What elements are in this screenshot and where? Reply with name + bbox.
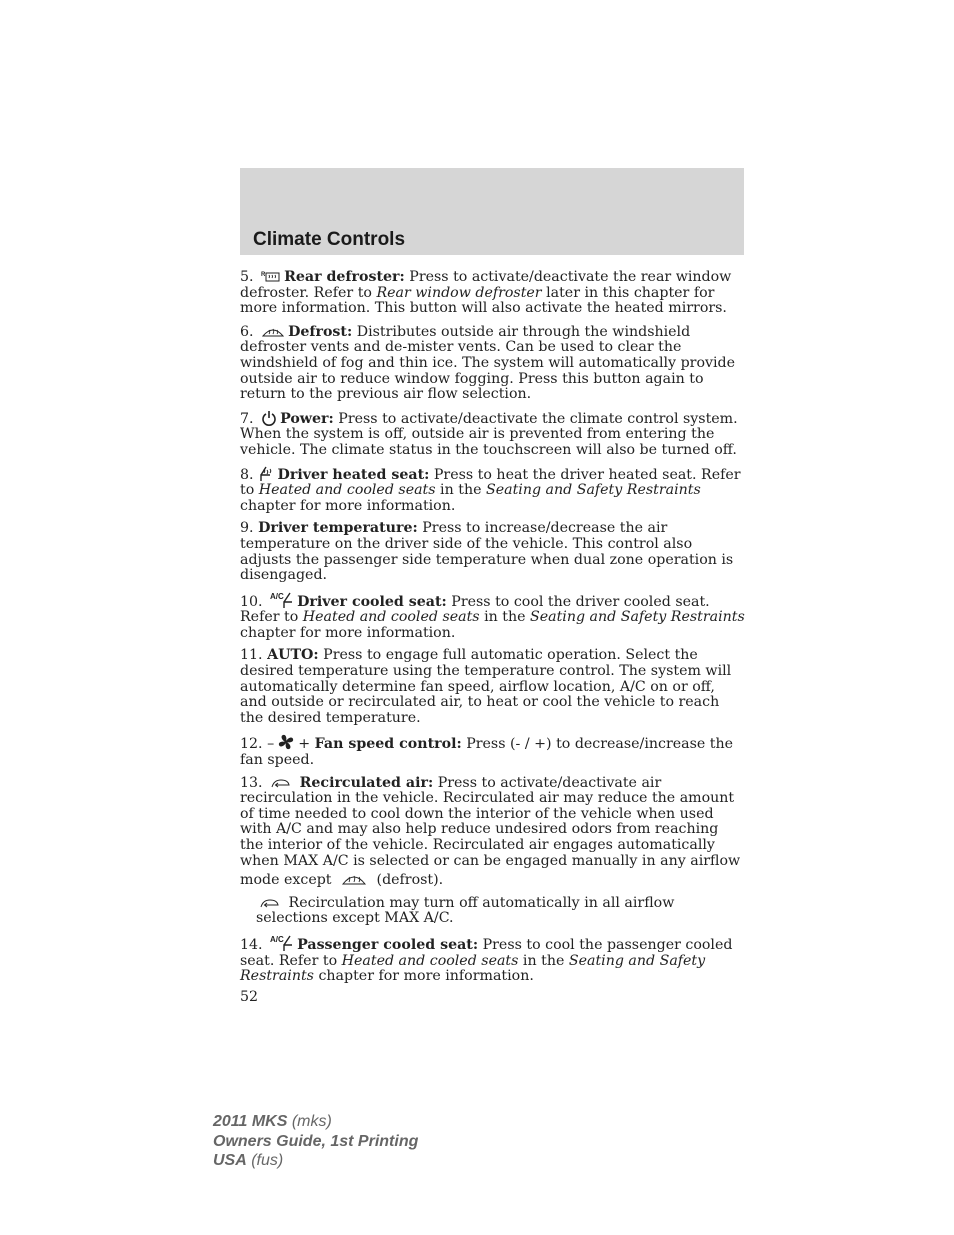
item-driver-heated-seat: 8. Driver heated seat: Press to heat the driver heated seat. Refer to Heated and cooled seats in the Seating and Safety Restraints chapter for more information. [240, 466, 741, 514]
svg-text:R: R [261, 272, 266, 278]
item-fan-speed: 12. – + Fan speed control: Press (- / +) to decrease/increase the fan speed. [240, 733, 745, 768]
item-number: 8. [240, 466, 254, 483]
cross-reference: Heated and cooled seats [258, 482, 436, 499]
defrost-icon [339, 869, 369, 887]
item-label: Power: [280, 410, 334, 427]
defrost-icon [261, 324, 285, 339]
item-label: Driver heated seat: [277, 466, 430, 483]
plus-symbol: + [298, 736, 311, 753]
cooled-seat-icon [270, 591, 294, 609]
item-number: 10. [240, 593, 263, 610]
footer-line-market: USA (fus) [213, 1152, 284, 1169]
item-auto: 11. AUTO: Press to engage full automatic operation. Select the desired temperature using the temperature control. The system will automatically determine fan speed, airflow location, A/C on or off, and outside or recirculated air, to heat or cool the vehicle to reach the desired temperature. [240, 647, 732, 726]
item-driver-temperature: 9. Driver temperature: Press to increase/decrease the air temperature on the driver side of the vehicle. This control also adjusts the passenger side temperature when dual zone operation is disengaged. [240, 520, 734, 584]
item-label: Passenger cooled seat: [297, 936, 479, 953]
item-number: 5. [240, 269, 254, 285]
page-number: 52 [240, 988, 259, 1005]
section-header-band [240, 168, 744, 255]
cross-reference: Rear window defroster [376, 284, 542, 301]
recirculation-icon [259, 898, 281, 910]
svg-text:A/C: A/C [270, 591, 284, 601]
minus-symbol: – [267, 736, 275, 753]
cooled-seat-icon [270, 934, 294, 952]
page-content [240, 270, 745, 1005]
rear-defrost-icon [261, 270, 281, 284]
item-label: Rear defroster: [284, 269, 405, 285]
item-passenger-cooled-seat: 14. A/C Passenger cooled seat: Press to cool the passenger cooled seat. Refer to Heated and cooled seats in the Seating and Safety Restraints chapter for more information. [240, 934, 733, 985]
item-recirculated-air: 13. Recirculated air: Press to activate/deactivate air recirculation in the vehicle. Recirculated air may reduce the amount of time needed to cool down the interior of the vehicle when used with A/C and may also help reduce undesired odors from reaching the interior of the vehicle. Recirculated air engages automatically when MAX A/C is selected or can be engaged manually in any airflow mode except (defrost). [240, 774, 741, 889]
power-icon [261, 410, 277, 426]
item-label: Recirculated air: [299, 774, 434, 791]
item-number: 11. [240, 647, 263, 664]
item-number: 13. [240, 774, 263, 791]
item-label: Driver temperature: [258, 520, 418, 537]
cross-reference: Heated and cooled seats [302, 609, 480, 626]
recirculation-icon [270, 778, 292, 790]
recirculation-note: Recirculation may turn off automatically in all airflow selections except MAX A/C. [256, 894, 675, 927]
item-driver-cooled-seat: 10. A/C Driver cooled seat: Press to cool the driver cooled seat. Refer to Heated and cooled seats in the Seating and Safety Restraints chapter for more information. [240, 591, 745, 641]
footer [213, 1112, 418, 1171]
item-defrost: 6. Defrost: Distributes outside air through the windshield defroster vents and de-mister vents. Can be used to clear the windshield of fog and thin ice. The system will automatically provide outside air to reduce window fogging. Press this button again to return to the previous air flow selection. [240, 323, 736, 403]
item-number: 9. [240, 520, 254, 537]
item-number: 6. [240, 323, 254, 340]
item-power: 7. Power: Press to activate/deactivate the climate control system. When the system is off, outside air is prevented from entering the vehicle. The climate status in the touchscreen will also be turned off. [240, 410, 738, 458]
item-label: Fan speed control: [314, 736, 462, 753]
cross-reference: Seating and Safety Restraints [530, 609, 745, 626]
item-number: 14. [240, 936, 263, 953]
cross-reference: Heated and cooled seats [341, 952, 519, 969]
item-number: 7. [240, 410, 254, 427]
item-label: Defrost: [288, 323, 353, 340]
fan-icon [277, 733, 295, 751]
footer-line-guide: Owners Guide, 1st Printing [213, 1132, 419, 1150]
item-rear-defroster: 5. R Rear defroster: Press to activate/deactivate the rear window defroster. Refer to Rear window defroster later in this chapter for more information. This button will also activate the heated mirrors. [240, 269, 732, 317]
cross-reference: Seating and Safety Restraints [486, 482, 701, 499]
item-number: 12. [240, 736, 263, 753]
item-label: Driver cooled seat: [297, 593, 447, 610]
cross-reference: Seating and Safety Restraints [240, 952, 706, 985]
heated-seat-icon [257, 466, 275, 482]
svg-text:A/C: A/C [270, 934, 284, 944]
item-label: AUTO: [267, 647, 319, 664]
footer-line-model: 2011 MKS (mks) [213, 1113, 332, 1130]
section-title: Climate Controls [253, 229, 406, 250]
